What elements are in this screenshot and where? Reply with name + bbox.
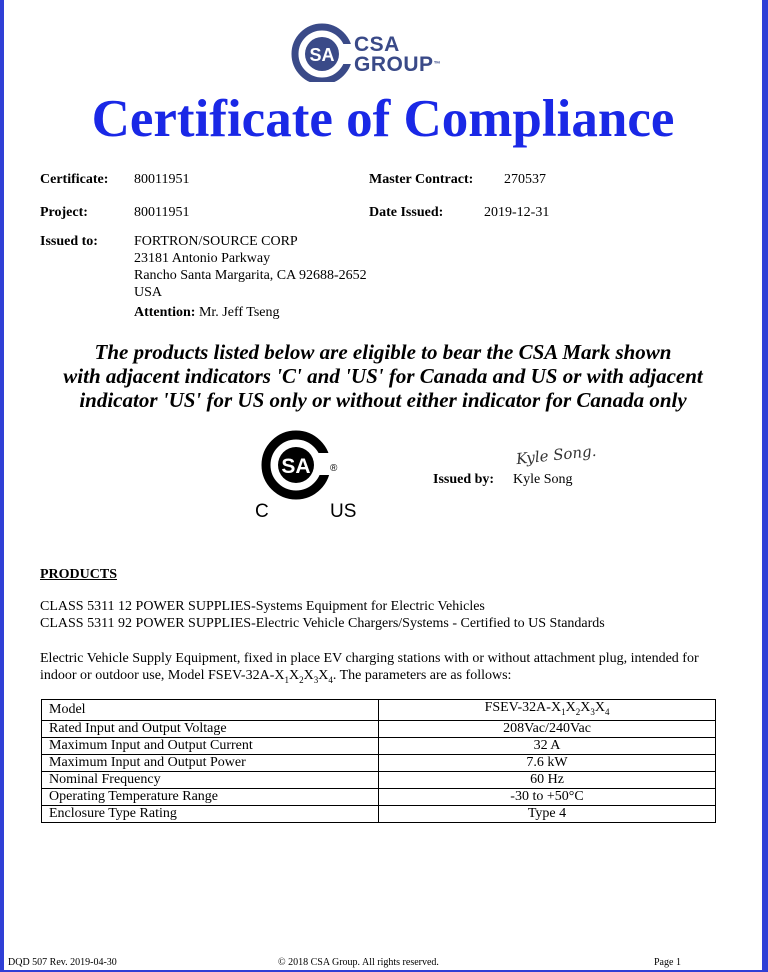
statement-line: with adjacent indicators 'C' and 'US' for Canada and US or with adjacent xyxy=(63,364,703,388)
products-heading: PRODUCTS xyxy=(40,567,118,582)
certificate-value: 80011951 xyxy=(134,172,190,187)
wordmark-line-1: CSA xyxy=(354,33,400,56)
param-name: Enclosure Type Rating xyxy=(42,805,379,822)
attention-value: Mr. Jeff Tseng xyxy=(198,305,280,320)
master-contract-value: 270537 xyxy=(504,172,546,187)
csa-certification-mark xyxy=(250,425,370,520)
address-line: 23181 Antonio Parkway xyxy=(134,251,271,266)
param-name: Operating Temperature Range xyxy=(42,788,379,805)
issued-to-address xyxy=(134,233,367,321)
svg-text:SA: SA xyxy=(281,455,311,478)
param-name: Maximum Input and Output Current xyxy=(42,737,379,754)
eligibility-statement xyxy=(4,340,762,412)
param-value: FSEV-$32A-X_1X_2X_3X_4$ xyxy=(379,700,716,721)
param-name: Model xyxy=(42,700,379,721)
param-value: 7.6 kW xyxy=(379,754,716,771)
statement-line: indicator 'US' for US only or without either indicator for Canada only xyxy=(79,388,687,412)
date-issued-label: Date Issued: xyxy=(369,205,444,220)
table-row xyxy=(42,737,716,754)
signature: Kyle Song. xyxy=(515,441,598,469)
table-row xyxy=(42,720,716,737)
table-row xyxy=(42,700,716,721)
footer-form-id: DQD 507 Rev. 2019-04-30 xyxy=(8,957,117,968)
footer-copyright: © 2018 CSA Group. All rights reserved. xyxy=(278,957,439,968)
table-row xyxy=(42,805,716,822)
attention-label: Attention: xyxy=(134,305,196,320)
address-line: Rancho Santa Margarita, CA 92688-2652 xyxy=(134,268,367,283)
address-line: USA xyxy=(134,285,163,300)
param-value: 208Vac/240Vac xyxy=(379,720,716,737)
product-description: Electric Vehicle Supply Equipment, fixed in place EV charging stations with or without attachment plug, intended for indoor or outdoor use, Model FSEV-$32A-X_1X_2X_3X_4$. The parameters are as follows: xyxy=(40,651,699,685)
wordmark-line-2: GROUP™ xyxy=(354,53,442,76)
mark-indicator-us: US xyxy=(330,501,357,520)
page-title: Certificate of Compliance xyxy=(91,90,675,148)
date-issued-value: 2019-12-31 xyxy=(484,205,550,220)
table-row xyxy=(42,754,716,771)
issued-to-label: Issued to: xyxy=(40,234,98,249)
param-name: Maximum Input and Output Power xyxy=(42,754,379,771)
footer-page-number: Page 1 xyxy=(654,957,681,968)
certificate-label: Certificate: xyxy=(40,172,109,187)
param-value: Type 4 xyxy=(379,805,716,822)
param-value: 60 Hz xyxy=(379,771,716,788)
mark-indicator-c: C xyxy=(255,501,269,520)
statement-line: The products listed below are eligible to bear the CSA Mark shown xyxy=(94,340,672,364)
issued-by-value: Kyle Song xyxy=(513,472,573,487)
parameters-table xyxy=(41,699,716,823)
product-classes xyxy=(40,598,605,632)
attention-line xyxy=(134,304,367,321)
master-contract-label: Master Contract: xyxy=(369,172,474,187)
param-value: 32 A xyxy=(379,737,716,754)
registered-symbol: ® xyxy=(330,463,338,474)
table-row xyxy=(42,788,716,805)
product-class: CLASS 5311 92 POWER SUPPLIES-Electric Vehicle Chargers/Systems - Certified to US Standards xyxy=(40,616,605,631)
issued-by-label: Issued by: xyxy=(433,472,495,487)
product-class: CLASS 5311 12 POWER SUPPLIES-Systems Equipment for Electric Vehicles xyxy=(40,599,485,614)
param-name: Rated Input and Output Voltage xyxy=(42,720,379,737)
project-label: Project: xyxy=(40,205,88,220)
csa-group-wordmark xyxy=(354,35,441,75)
certificate-page xyxy=(4,0,762,970)
table-row xyxy=(42,771,716,788)
param-value: -30 to +50°C xyxy=(379,788,716,805)
project-value: 80011951 xyxy=(134,205,190,220)
address-line: FORTRON/SOURCE CORP xyxy=(134,234,298,249)
param-name: Nominal Frequency xyxy=(42,771,379,788)
svg-text:SA: SA xyxy=(309,45,335,65)
